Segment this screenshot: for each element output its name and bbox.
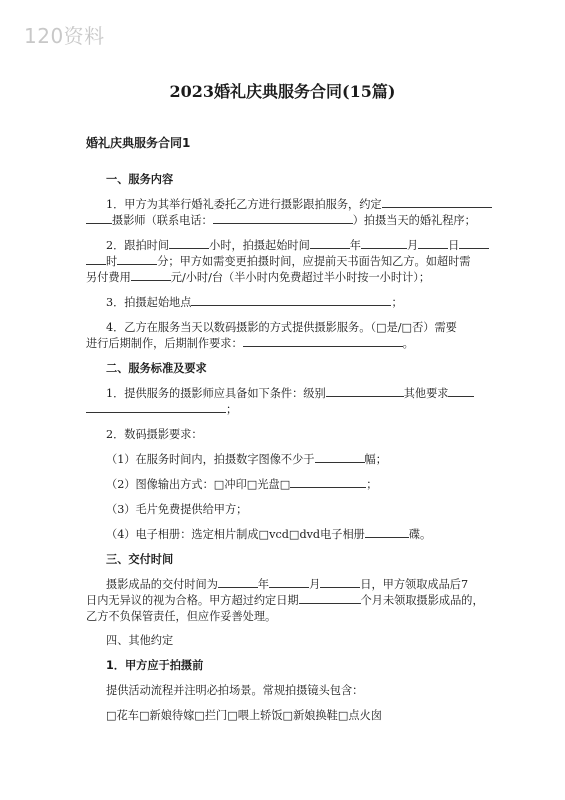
blank-field[interactable] xyxy=(290,475,366,488)
blank-field[interactable] xyxy=(315,450,365,463)
blank-field[interactable] xyxy=(320,575,360,588)
clause-1-4-line-2: 进行后期制作，后期制作要求： 。 xyxy=(86,333,486,354)
blank-field[interactable] xyxy=(310,236,350,249)
clause-1-2-line-1: 2．跟拍时间 小时，拍摄起始时间 年 月 日 xyxy=(106,235,506,256)
blank-field[interactable] xyxy=(218,575,258,588)
blank-field[interactable] xyxy=(365,525,409,538)
clause-1-2-line-3: 另付费用 元/小时/台（半小时内免费超过半小时按一小时计）； xyxy=(86,267,486,288)
blank-field[interactable] xyxy=(191,293,391,306)
blank-field[interactable] xyxy=(269,575,309,588)
document-title: 2023婚礼庆典服务合同(15篇) xyxy=(169,82,396,101)
clause-2-1-line-2: ； xyxy=(86,399,486,420)
blank-field[interactable] xyxy=(131,268,171,281)
section-heading-other-terms: 四、其他约定 xyxy=(106,634,174,647)
delivery-line-3: 乙方不负保管责任，但应作妥善处理。 xyxy=(86,610,277,623)
blank-field[interactable] xyxy=(459,236,489,249)
section-heading-service-content: 一、服务内容 xyxy=(106,173,174,186)
blank-field[interactable] xyxy=(382,195,492,208)
blank-field[interactable] xyxy=(169,236,209,249)
watermark: 120资料 xyxy=(24,24,105,48)
clause-1-2-line-2: 时 分；甲方如需变更拍摄时间，应提前天书面告知乙方。如超时需 xyxy=(86,251,486,272)
contract-heading: 婚礼庆典服务合同1 xyxy=(86,136,191,150)
subheading-before-shooting: 1．甲方应于拍摄前 xyxy=(106,659,204,672)
blank-field[interactable] xyxy=(213,211,353,224)
blank-field[interactable] xyxy=(418,236,448,249)
delivery-line-2: 日内无异议的视为合格。甲方超过约定日期 个月未领取摄影成品的， xyxy=(86,590,486,611)
clause-1-1-line-1: 1．甲方为其举行婚礼委托乙方进行摄影跟拍服务，约定 xyxy=(106,194,506,215)
blank-field[interactable] xyxy=(448,384,474,397)
blank-field[interactable] xyxy=(361,236,407,249)
blank-field[interactable] xyxy=(86,400,226,413)
blank-field[interactable] xyxy=(326,384,404,397)
shot-checklist: □花车□新娘待嫁□拦门□喂上轿饭□新娘换鞋□点火囱 xyxy=(106,709,382,722)
clause-2-2-item-4: （4）电子相册：选定相片制成□vcd□dvd电子相册 碟。 xyxy=(106,524,506,545)
section-heading-service-standards: 二、服务标准及要求 xyxy=(106,362,207,375)
delivery-line-1: 摄影成品的交付时间为 年 月 日，甲方领取成品后7 xyxy=(106,574,506,595)
clause-2-2-item-1: （1）在服务时间内，拍摄数字图像不少于 幅； xyxy=(106,449,506,470)
blank-field[interactable] xyxy=(243,334,403,347)
clause-2-2-item-3: （3）毛片免费提供给甲方； xyxy=(106,503,248,516)
blank-field[interactable] xyxy=(86,252,106,265)
clause-1-1-line-2: 摄影师（联系电话： ）拍摄当天的婚礼程序； xyxy=(86,210,486,231)
shooting-requirements: 提供活动流程并注明必拍场景。常规拍摄镜头包含： xyxy=(106,684,364,697)
clause-1-4-line-1: 4．乙方在服务当天以数码摄影的方式提供摄影服务。（□是/□否）需要 xyxy=(106,321,457,334)
blank-field[interactable] xyxy=(117,252,157,265)
section-heading-delivery-time: 三、交付时间 xyxy=(106,553,174,566)
blank-field[interactable] xyxy=(299,591,361,604)
clause-2-2: 2．数码摄影要求： xyxy=(106,428,203,441)
clause-1-3: 3．拍摄起始地点 ； xyxy=(106,292,506,313)
clause-2-2-item-2: （2）图像输出方式：□冲印□光盘□ ； xyxy=(106,474,506,495)
clause-2-1-line-1: 1．提供服务的摄影师应具备如下条件：级别 其他要求 xyxy=(106,383,506,404)
blank-field[interactable] xyxy=(86,211,112,224)
